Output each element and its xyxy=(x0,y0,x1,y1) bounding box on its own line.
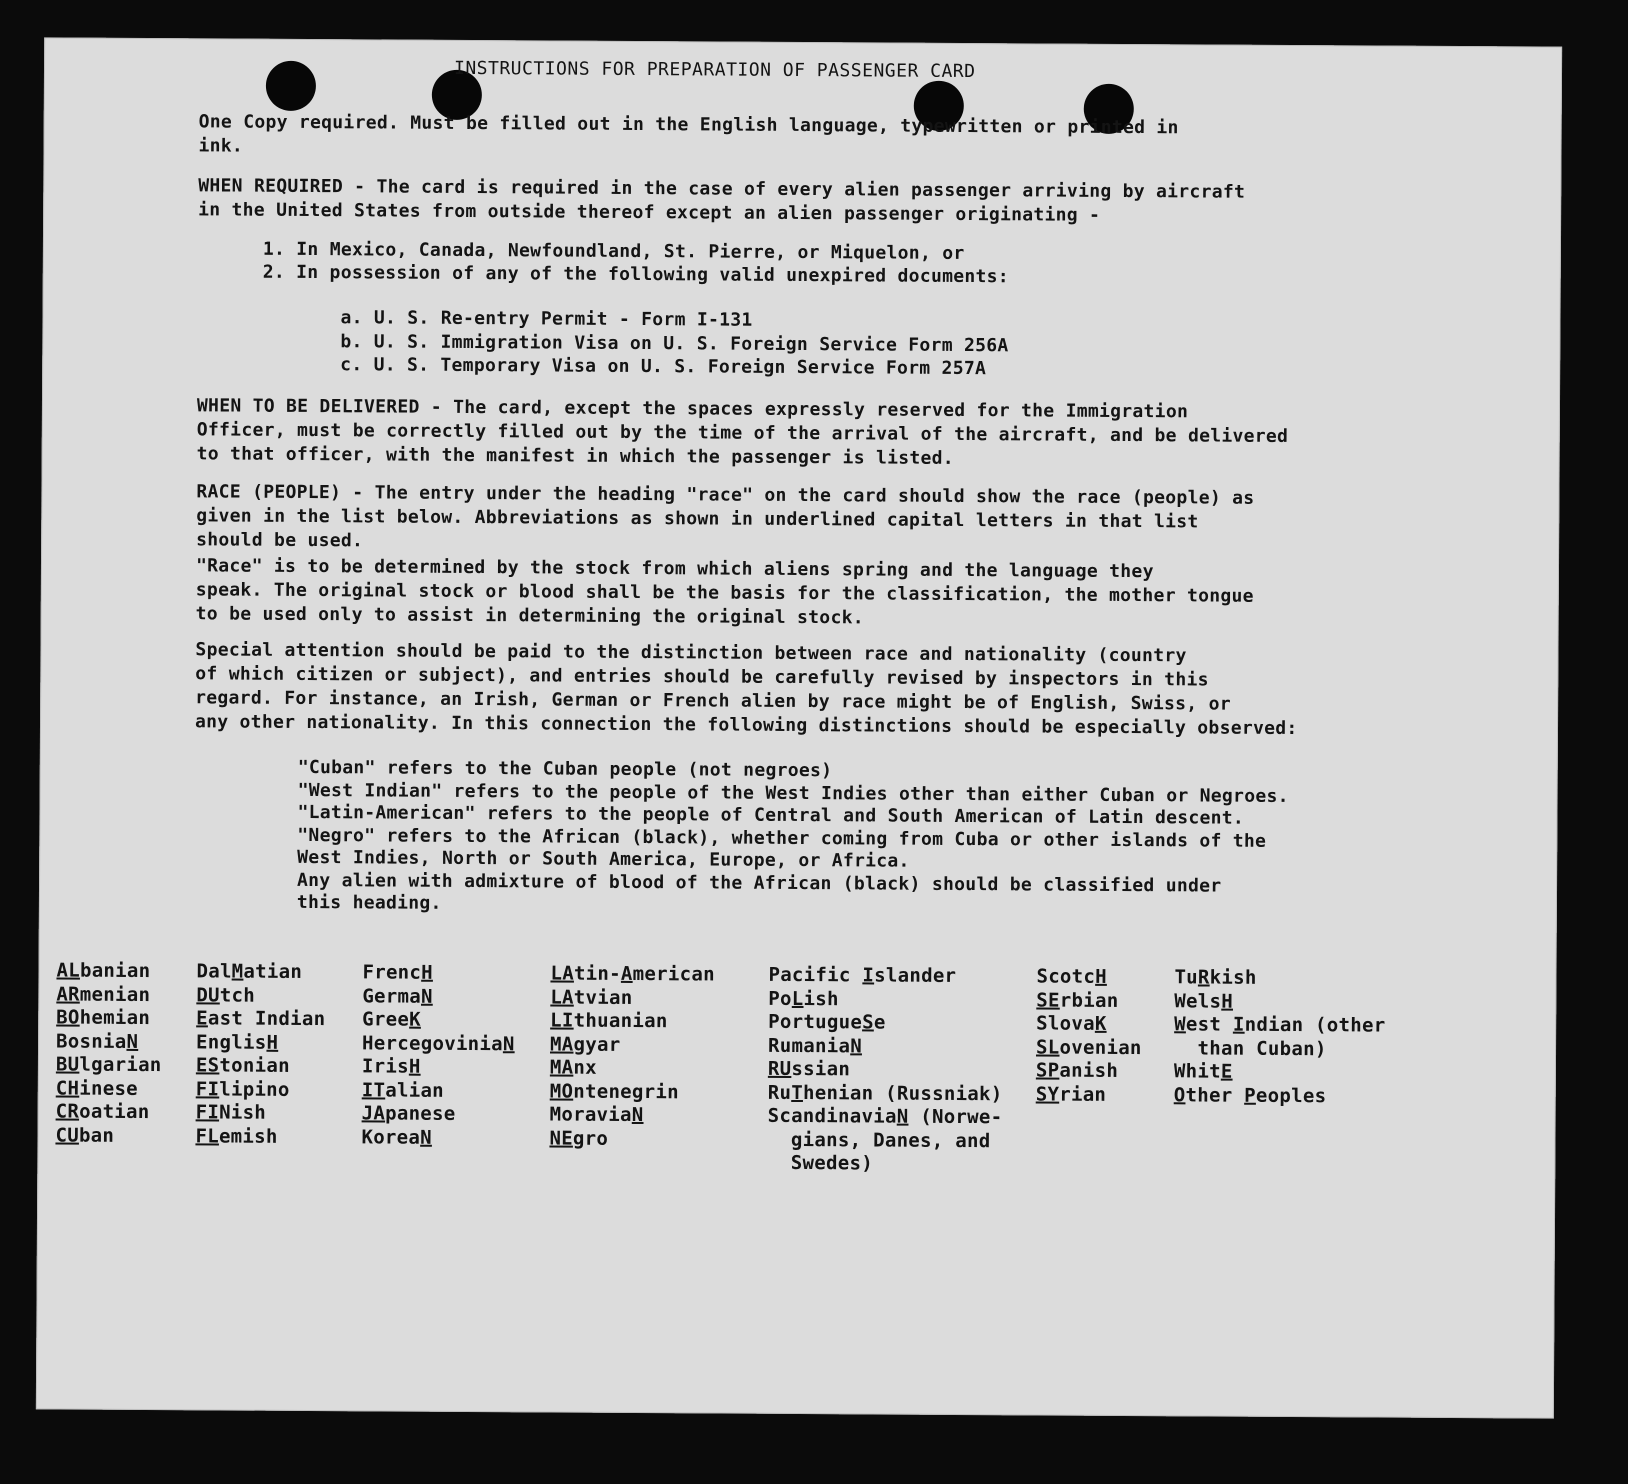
race-entry: East Indian xyxy=(196,1007,326,1031)
race-entry: SlovaK xyxy=(1036,1012,1107,1035)
race-entry: LAtin-American xyxy=(550,962,715,986)
race-entry: TuRkish xyxy=(1174,966,1257,989)
lettered-item: a. U. S. Re-entry Permit - Form I-131 xyxy=(340,307,753,331)
race-entry: Swedes) xyxy=(767,1151,874,1175)
race-entry: FINish xyxy=(195,1101,267,1124)
race-entry: RUssian xyxy=(767,1057,851,1081)
race-entry: Pacific Islander xyxy=(768,963,957,987)
race-entry: LAtvian xyxy=(550,985,633,1009)
race-entry: SErbian xyxy=(1036,988,1119,1012)
race-entry: RuThenian (Russniak) xyxy=(767,1081,1003,1105)
race-entry: RumaniaN xyxy=(767,1034,863,1057)
race-entry: West Indian (other xyxy=(1174,1013,1386,1037)
race-entry: EnglisH xyxy=(196,1030,279,1054)
page-title: INSTRUCTIONS FOR PREPARATION OF PASSENGER CARD xyxy=(453,57,976,83)
race-entry: KoreaN xyxy=(361,1125,433,1149)
distinctions-list: "Cuban" refers to the Cuban people (not negroes) "West Indian" refers to the people of the West Indies other than either Cuban or Negroes. "Latin-American" refers to the people of Central and South American of Latin descent. "Negro" refers to the African (black), whether coming from Cuba or other islands of the West Indies, North or South America, Europe, or Africa. Any alien with admixture of blood of the African (black) should be classified under this heading. xyxy=(296,756,1289,914)
race-entry: GermaN xyxy=(362,984,433,1008)
race-entry: IrisH xyxy=(361,1055,421,1078)
race-entry: ITalian xyxy=(361,1078,445,1102)
race-column-7 xyxy=(1174,966,1386,1108)
race-entry: MAnx xyxy=(549,1056,597,1079)
race-entry: MoraviaN xyxy=(549,1103,644,1127)
when-required-paragraph: WHEN REQUIRED - The card is required in the case of every alien passenger arriving by aircraft in the United States from outside thereof except an alien passenger originating - xyxy=(198,175,1246,226)
race-entry: BUlgarian xyxy=(55,1053,162,1077)
when-delivered-paragraph: WHEN TO BE DELIVERED - The card, except the spaces expressly reserved for the Immigration Officer, must be correctly filled out by the time of the arrival of the aircraft, and be delivered to that officer, with the manifest in which the passenger is listed. xyxy=(196,395,1289,469)
race-entry: GreeK xyxy=(362,1008,421,1031)
race-entry: FLemish xyxy=(195,1124,278,1148)
race-entry: CHinese xyxy=(55,1076,139,1100)
race-definition-paragraph: "Race" is to be determined by the stock from which aliens spring and the language they speak. The original stock or blood shall be the basis for the classification, the mother tongue to be used only to assist in determining the original stock. xyxy=(195,555,1254,629)
race-entry: MAgyar xyxy=(549,1032,621,1056)
numbered-item: 1. In Mexico, Canada, Newfoundland, St. Pierre, or Miquelon, or xyxy=(262,238,965,265)
race-entry: ScotcH xyxy=(1036,965,1108,988)
race-entry: MOntenegrin xyxy=(549,1079,679,1103)
punch-hole xyxy=(266,61,316,111)
race-entry: FrencH xyxy=(362,961,434,984)
race-entry: SYrian xyxy=(1035,1082,1107,1106)
race-entry: SLovenian xyxy=(1035,1035,1142,1059)
race-entry: EStonian xyxy=(195,1054,290,1077)
race-entry: FIlipino xyxy=(195,1077,290,1101)
race-list xyxy=(55,959,1496,1198)
race-entry: HercegoviniaN xyxy=(362,1031,515,1055)
race-entry: ALbanian xyxy=(56,959,151,983)
race-column-4 xyxy=(549,962,715,1151)
race-entry: ScandinaviaN (Norwe- xyxy=(767,1104,1003,1129)
race-entry: BOhemian xyxy=(56,1006,151,1030)
lettered-item: b. U. S. Immigration Visa on U. S. Foreign Service Form 256A xyxy=(340,331,1009,357)
race-entry: WelsH xyxy=(1174,989,1234,1013)
race-column-2 xyxy=(195,960,325,1149)
race-entry: WhitE xyxy=(1173,1060,1233,1083)
race-entry: CUban xyxy=(55,1123,115,1147)
race-entry: LIthuanian xyxy=(550,1009,668,1033)
race-column-6 xyxy=(1036,965,1143,1107)
race-entry: than Cuban) xyxy=(1173,1036,1327,1060)
race-column-5 xyxy=(767,964,1003,1177)
intro-paragraph: One Copy required. Must be filled out in the English language, typewritten or printed in ink. xyxy=(198,111,1179,157)
lettered-item: c. U. S. Temporary Visa on U. S. Foreign Service Form 257A xyxy=(340,354,987,380)
race-people-paragraph: RACE (PEOPLE) - The entry under the heading "race" on the card should show the race (people) as given in the list below. Abbreviations as shown in underlined capital letters in that list should be used. xyxy=(196,481,1255,552)
race-entry: BosniaN xyxy=(56,1029,139,1053)
race-column-1 xyxy=(55,959,162,1148)
race-entry: PortugueSe xyxy=(768,1010,886,1034)
race-entry: DalMatian xyxy=(196,960,303,983)
numbered-item: 2. In possession of any of the following valid unexpired documents: xyxy=(262,261,1010,288)
race-entry: JApanese xyxy=(361,1102,456,1125)
race-entry: NEgro xyxy=(549,1126,609,1150)
document-page xyxy=(36,37,1562,1418)
race-entry: gians, Danes, and xyxy=(767,1128,991,1152)
race-entry: CRoatian xyxy=(55,1100,150,1124)
race-entry: DUtch xyxy=(196,983,256,1007)
race-entry: SPanish xyxy=(1035,1059,1119,1082)
race-column-3 xyxy=(361,961,515,1150)
race-entry: ARmenian xyxy=(56,982,151,1006)
special-attention-paragraph: Special attention should be paid to the distinction between race and nationality (country of which citizen or subject), and entries should be carefully revised by inspectors in this regard. For instance, an Irish, German or French alien by race might be of English, Swiss, or any other nationality. In this connection the following distinctions should be especially observed: xyxy=(194,639,1298,740)
race-entry: Other Peoples xyxy=(1173,1083,1327,1107)
race-entry: PoLish xyxy=(768,987,839,1010)
